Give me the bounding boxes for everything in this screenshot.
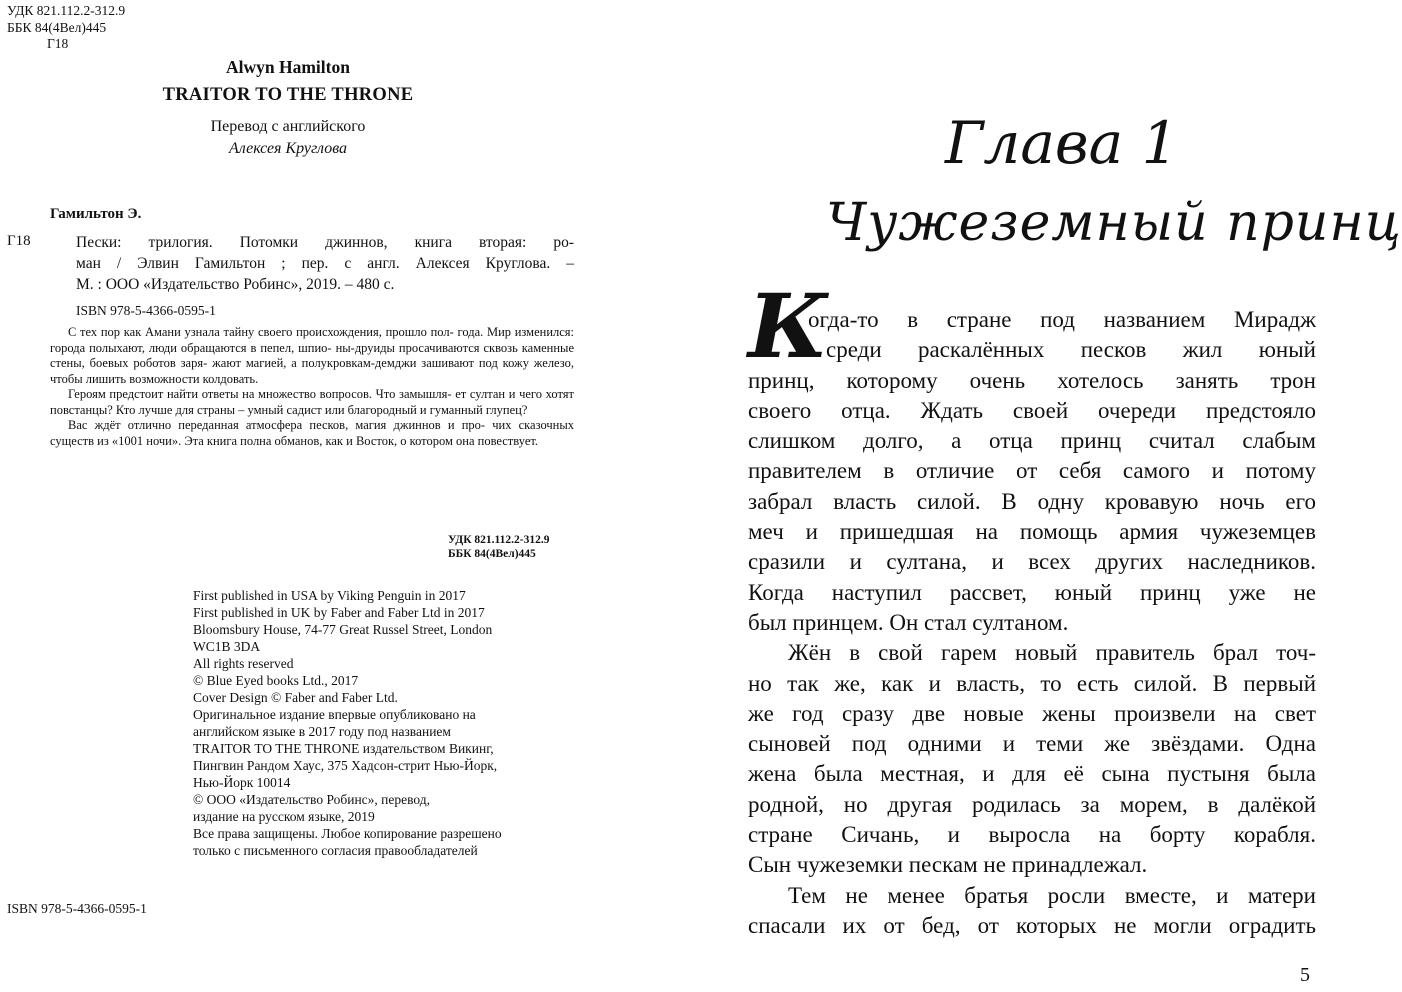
copyright-line: © Blue Eyed books Ltd., 2017 [193, 673, 359, 688]
copyright-line: Пингвин Рандом Хаус, 375 Хадсон-стрит Нью-Йорк, [193, 758, 498, 773]
bib-line: Пески: трилогия. Потомки джиннов, книга вторая: ро- [76, 234, 574, 251]
copyright-line: Bloomsbury House, 74-77 Great Russel Street, London [193, 622, 493, 637]
annotation-paragraph [50, 325, 574, 387]
bbk-footer-line: ББК 84(4Вел)445 [448, 548, 536, 560]
text-line: был принцем. Он стал султаном. [748, 609, 1069, 635]
copyright-line: Все права защищены. Любое копирование разрешено [193, 826, 502, 841]
author-ru: Гамильтон Э. [50, 206, 142, 222]
text-line: сразили и султана, и всех других наследников. [748, 549, 1316, 575]
copyright-line: издание на русском языке, 2019 [193, 809, 375, 824]
annotation-line: или благородный и гуманный глупец? [324, 402, 528, 417]
chapter-title: Чужеземный принц [826, 193, 1402, 253]
udk-footer-line: УДК 821.112.2-312.9 [448, 534, 550, 546]
bibliographic-entry [76, 232, 574, 295]
text-line: забрал власть силой. В одну кровавую ночь его [748, 488, 1316, 514]
isbn-footer: ISBN 978-5-4366-0595-1 [7, 901, 147, 916]
annotation-line: ны-друиды просачиваются сквозь каменные стены, боевых роботов заря- [50, 340, 574, 370]
annotation [50, 325, 574, 449]
bbk-header-line: ББК 84(4Вел)445 [7, 19, 107, 35]
text-line: Когда наступил рассвет, юный принц уже не [748, 579, 1316, 605]
annotation-line: С тех пор как Амани узнала тайну своего происхождения, прошло пол- [68, 325, 454, 339]
translation-line: Перевод с английского [210, 118, 366, 135]
chapter-label: Глава 1 [945, 109, 1179, 177]
copyright-block [193, 587, 502, 859]
code-header-line: Г18 [47, 36, 69, 51]
text-line: правителем в отличие от себя самого и потому [748, 458, 1316, 484]
title-en: TRAITOR TO THE THRONE [162, 85, 414, 105]
copyright-line: Оригинальное издание впервые опубликовано на [193, 707, 476, 722]
text-line: Жён в свой гарем новый правитель брал точ- [788, 640, 1316, 666]
copyright-line: First published in UK by Faber and Faber Ltd in 2017 [193, 605, 485, 620]
text-line: меч и пришедшая на помощь армия чужеземцев [748, 519, 1316, 545]
annotation-line: Героям предстоит найти ответы на множество вопросов. Что замышля- [68, 387, 452, 401]
text-line: стране Сичань, и выросла на борту корабля. [748, 822, 1316, 848]
page-number: 5 [1300, 964, 1310, 986]
text-line: же год сразу две новые жены произвели на свет [748, 700, 1316, 726]
udk-header-line: УДК 821.112.2-312.9 [7, 3, 126, 18]
text-line: родной, но другая родилась за морем, в далёкой [748, 791, 1316, 817]
text-line: но так же, как и власть, то есть силой. В первый [748, 670, 1316, 696]
text-line: своего отца. Ждать своей очереди предстояло [748, 397, 1316, 423]
annotation-paragraph [50, 387, 574, 418]
text-line: жена была местная, и для её сына пустыня была [748, 761, 1316, 787]
copyright-line: английском языке в 2017 году под названием [193, 724, 451, 739]
copyright-line: только с письменного согласия правообладателей [193, 843, 478, 858]
annotation-line: чих сказочных существ из «1001 ночи». Эта книга полна обманов, как и [50, 418, 575, 448]
annotation-line: жают магией, а полукровкам-демджи зашивают под кожу железо, чтобы [50, 356, 575, 386]
text-line: Сын чужеземки пескам не принадлежал. [748, 852, 1148, 878]
udk-header [7, 3, 125, 53]
text-line: огда-то в стране под названием Мирадж [808, 307, 1316, 332]
text-line: Тем не менее братья росли вместе, и матери [788, 882, 1316, 908]
text-line: среди раскалённых песков жил юный [826, 337, 1316, 363]
text-line: принц, которому очень хотелось занять трон [748, 367, 1316, 393]
chapter-text [748, 305, 1316, 941]
annotation-line: Вас ждёт отлично переданная атмосфера песков, магия джиннов и про- [68, 418, 486, 432]
isbn: ISBN 978-5-4366-0595-1 [76, 303, 216, 318]
text-line: сыновей под одними и теми же звёздами. Одна [748, 731, 1316, 757]
bib-line: М. : ООО «Издательство Робинс», 2019. – 480 с. [76, 276, 395, 293]
copyright-line: First published in USA by Viking Penguin in 2017 [193, 588, 466, 603]
drop-cap: К [748, 274, 829, 378]
copyright-line: © ООО «Издательство Робинс», перевод, [193, 792, 431, 807]
library-code: Г18 [7, 233, 31, 249]
copyright-line: TRAITOR TO THE THRONE издательством Викинг, [193, 741, 494, 756]
copyright-line: Cover Design © Faber and Faber Ltd. [193, 690, 398, 705]
annotation-line: Восток, о котором она повествует. [355, 433, 539, 448]
annotation-line: ет султан и чего хотят повстанцы? Кто лучше для страны – умный садист [50, 387, 575, 417]
translator-name: Алексея Круглова [228, 140, 348, 157]
copyright-line: Нью-Йорк 10014 [193, 775, 291, 790]
annotation-line: лишить возможности колдовать. [85, 371, 259, 386]
annotation-paragraph [50, 418, 574, 449]
copyright-line: WC1B 3DA [193, 639, 261, 654]
copyright-line: All rights reserved [193, 656, 294, 671]
annotation-line: года. Мир изменился: города полыхают, люди обращаются в пепел, шпио- [50, 325, 575, 355]
udk-footer [448, 533, 549, 561]
bib-line: ман / Элвин Гамильтон ; пер. с англ. Алексея Круглова. – [76, 255, 574, 272]
text-line: спасали их от бед, от которых не могли оградить [748, 912, 1316, 938]
text-line: слишком долго, а отца принц считал слабым [748, 428, 1316, 454]
author-en: Alwyn Hamilton [226, 57, 350, 77]
